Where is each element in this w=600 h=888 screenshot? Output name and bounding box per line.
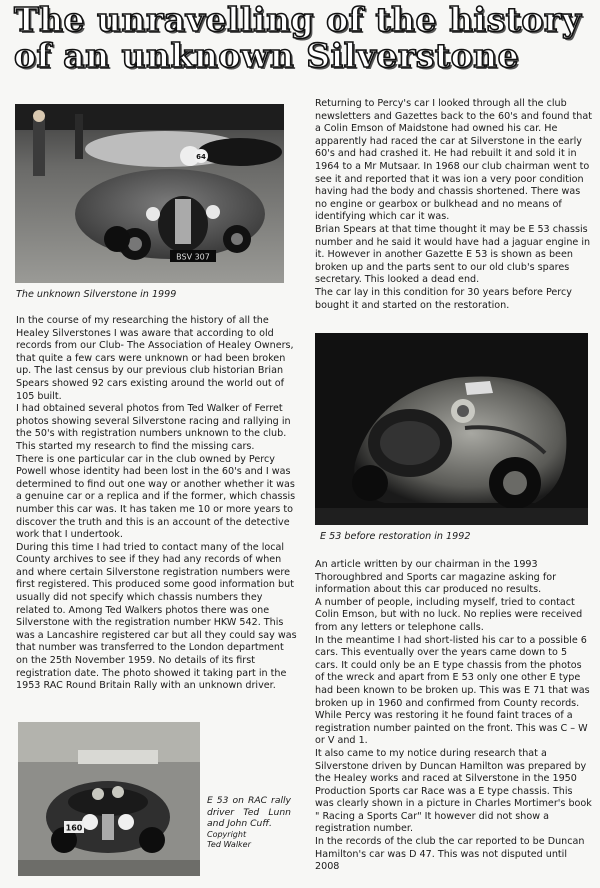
rac-rally-image [18, 722, 200, 876]
paragraph: I had obtained several photos from Ted Walker of Ferret photos showing several Silverstone racing and rallying in the 50's with registration numbers unknown to the club. This started my research to find the missing cars. [16, 403, 291, 452]
paragraph: A number of people, including myself, tried to contact Colin Emson, but with no luck. No replies were received from any letters or telephone calls. [315, 596, 583, 633]
paragraph: The car lay in this condition for 30 years before Percy bought it and started on the restoration. [315, 286, 572, 311]
paragraph: In the records of the club the car reported to be Duncan Hamilton's car was D 47. This was not disputed until 2008 [315, 836, 585, 873]
paragraph: There is one particular car in the club owned by Percy Powell whose identity had been lost in the 60's and I was determined to find out one way or another whether it was a genuine car or a replica and if the former, which chassis number this car was. It has taken me 10 or more years to discover the truth and this is an account of the detective work that I undertook. [16, 453, 296, 541]
caption-text: E 53 on RAC rally driver Ted Lunn and John Cuff. [207, 795, 291, 829]
photo-caption-1992: E 53 before restoration in 1992 [320, 531, 471, 542]
photo-e53-1992 [315, 333, 588, 525]
right-column-text-top [315, 98, 592, 312]
paragraph: In the course of my researching the history of all the Healey Silverstones I was aware that according to old records from our Club- The Association of Healey Owners, that quite a few cars were unknown or had been broken up. The last census by our previous club historian Brian Spears showed 92 cars existing around the world out of 105 built. [16, 315, 294, 402]
paragraph: In the meantime I had short-listed his car to a possible 6 cars. This eventually over the years came down to 5 cars. It could only be an E type chassis from the photos of the wreck and apart from E 53 only one other E type had been known to be broken up. This was E 71 that was broken up in 1960 and confirmed from County records. [315, 634, 590, 709]
race-number: 64 [196, 153, 206, 161]
silverstone-1999-image [15, 104, 284, 283]
photo-caption-rac-rally [207, 795, 291, 850]
number-plate: BSV 307 [176, 252, 210, 262]
photo-silverstone-1999 [15, 104, 284, 283]
paragraph: During this time I had tried to contact many of the local County archives to see if they had any records of when and where certain Silverstone registration numbers were first registered. This produced some good information but usually did not specify which chassis numbers they related to. Among Ted Walkers photos there was one Silverstone with the registration number HKW 542. This was a Lancashire registered car but all they could say was that number was transferred to the London department on the 25th November 1959. No details of its first registration date. The photo showed it taking part in the 1953 RAC Round Britain Rally with an unknown driver. [16, 541, 297, 692]
rally-number: 160 [65, 823, 83, 833]
article-title: The unravelling of the history of an unknown Silverstone [14, 0, 582, 75]
copyright-label: Copyright [207, 829, 247, 839]
copyright-holder: Ted Walker [207, 839, 251, 849]
photo-rac-rally [18, 722, 200, 876]
paragraph: Returning to Percy's car I looked through all the club newsletters and Gazettes back to the 60's and found that a Colin Emson of Maidstone had owned his car. He apparently had raced the car at Silverstone in the early 60's and had crashed it. He had rebuilt it and sold it in 1964 to a Mr Mutsaar. In 1968 our club chairman went to see it and reported that it was ion a very poor condition having had the body and chassis shortened. There was no engine or gearbox or bulkhead and no means of identifying which car it was. [315, 98, 592, 223]
right-column-text-bottom [315, 559, 592, 874]
paragraph: While Percy was restoring it he found faint traces of a registration number painted on the front. This was C – W or V and 1. [315, 710, 588, 747]
e53-wreck-image [315, 333, 588, 525]
paragraph: An article written by our chairman in the 1993 Thoroughbred and Sports car magazine asking for information about this car produced no results. [315, 559, 557, 596]
paragraph: Brian Spears at that time thought it may be E 53 chassis number and he said it would have had a jaguar engine in it. However in another Gazette E 53 is shown as been broken up and the parts sent to our old club's spares secretary. This looked a dead end. [315, 223, 591, 286]
paragraph: It also came to my notice during research that a Silverstone driven by Duncan Hamilton was prepared by the Healey works and raced at Silverstone in the 1950 Production Sports car Race was a E type chassis. This was clearly shown in a picture in Charles Mortimer's book " Racing a Sports Car" It however did not show a registration number. [315, 747, 592, 835]
left-column-text-top [16, 315, 298, 693]
photo-caption-1999: The unknown Silverstone in 1999 [16, 289, 177, 300]
